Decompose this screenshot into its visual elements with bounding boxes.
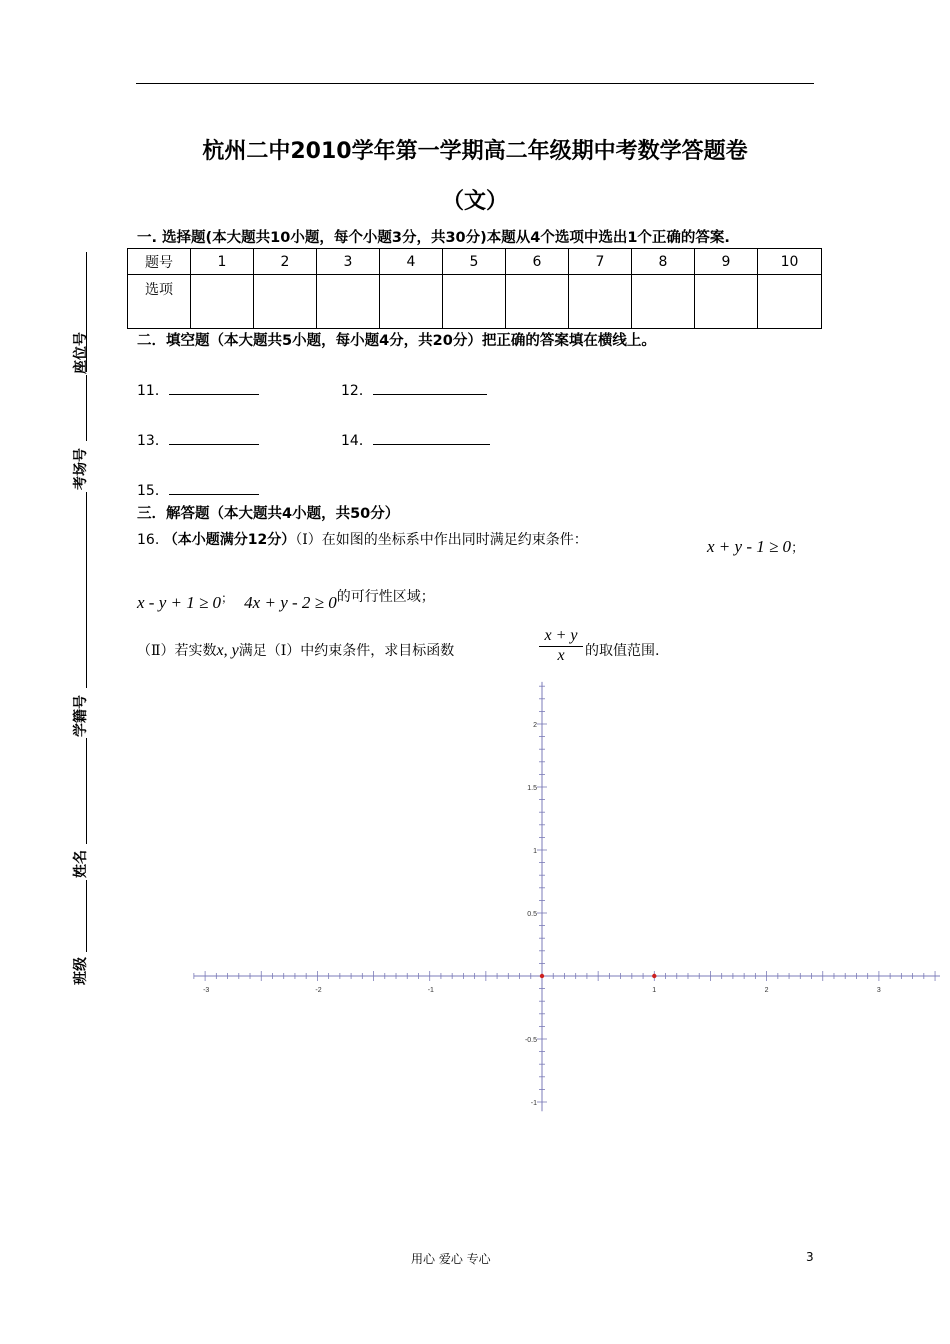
table-row-label: 选项 — [128, 275, 191, 329]
table-col-5: 5 — [443, 249, 506, 275]
plot-point — [540, 974, 544, 978]
ineq1-text: x + y - 1 ≥ 0 — [707, 537, 792, 556]
page-number: 3 — [806, 1250, 814, 1264]
table-col-7: 7 — [569, 249, 632, 275]
table-col-4: 4 — [380, 249, 443, 275]
y-tick-label: 2 — [533, 722, 537, 729]
blank-13-label: 13． — [137, 433, 169, 449]
x-tick-label: -3 — [203, 987, 210, 994]
table-col-1: 1 — [191, 249, 254, 275]
y-tick-label: -0.5 — [524, 1037, 537, 1044]
section-1-heading: 一. 选择题(本大题共10小题，每个小题3分，共30分)本题从4个选项中选出1个正确的答案. — [137, 230, 730, 246]
ineq2-sep: ； — [221, 591, 234, 605]
plot-point — [652, 974, 656, 978]
table-col-3: 3 — [317, 249, 380, 275]
table-header-label: 题号 — [128, 249, 191, 275]
margin-line-5 — [86, 880, 87, 952]
ineq1-sep: ； — [791, 540, 805, 555]
x-tick-label: 3 — [876, 987, 881, 994]
q16-part2-prefix: （Ⅱ）若实数 — [137, 643, 217, 659]
margin-line-2 — [86, 375, 87, 441]
y-tick-label: -1 — [530, 1100, 537, 1107]
blank-14-label: 14． — [341, 433, 373, 449]
table-col-8: 8 — [632, 249, 695, 275]
exam-room-label: 考场号 — [73, 448, 89, 490]
page-title: 杭州二中2010学年第一学期高二年级期中考数学答题卷 — [202, 139, 748, 164]
class-label: 班级 — [73, 957, 89, 985]
q16-part1-suffix: 的可行性区域； — [336, 589, 435, 605]
table-col-2: 2 — [254, 249, 317, 275]
x-tick-label: 1 — [652, 987, 657, 994]
x-tick-label: -2 — [315, 987, 322, 994]
y-tick-label: 1 — [533, 848, 537, 855]
x-tick-label: 2 — [764, 987, 769, 994]
name-label: 姓名 — [73, 850, 89, 878]
y-tick-label: 0.5 — [527, 911, 537, 918]
table-col-10: 10 — [758, 249, 822, 275]
section-3-heading: 三．解答题（本大题共4小题，共50分） — [137, 506, 400, 522]
q16-vars: x, y — [216, 642, 239, 659]
margin-line-3 — [86, 492, 87, 688]
ineq2-text: x - y + 1 ≥ 0 — [137, 593, 222, 612]
section-2-heading: 二．填空题（本大题共5小题，每小题4分，共20分）把正确的答案填在横线上。 — [137, 333, 656, 349]
fraction-numerator: x + y — [539, 627, 583, 647]
y-tick-label: 1.5 — [527, 785, 537, 792]
seat-number-label: 座位号 — [73, 332, 89, 374]
q16-part2-mid: 满足（Ⅰ）中约束条件，求目标函数 — [238, 643, 455, 659]
student-id-label: 学籍号 — [73, 695, 89, 737]
fraction-denominator: x — [557, 647, 565, 664]
table-col-9: 9 — [695, 249, 758, 275]
q16-number: 16. — [137, 532, 160, 548]
q16-points: （本小题满分12分） — [163, 532, 296, 548]
table-col-6: 6 — [506, 249, 569, 275]
q16-part1-prefix: （Ⅰ）在如图的坐标系中作出同时满足约束条件： — [295, 532, 588, 548]
page-subtitle: （文） — [441, 189, 508, 214]
blank-12-label: 12． — [341, 383, 373, 399]
q16-part2-suffix: 的取值范围. — [585, 643, 660, 659]
footer-motto: 用心 爱心 专心 — [411, 1252, 491, 1266]
ineq3-text: 4x + y - 2 ≥ 0 — [244, 593, 337, 612]
blank-11-label: 11． — [137, 383, 169, 399]
margin-line-4 — [86, 738, 87, 844]
x-tick-label: -1 — [427, 987, 434, 994]
blank-15-label: 15． — [137, 483, 169, 499]
